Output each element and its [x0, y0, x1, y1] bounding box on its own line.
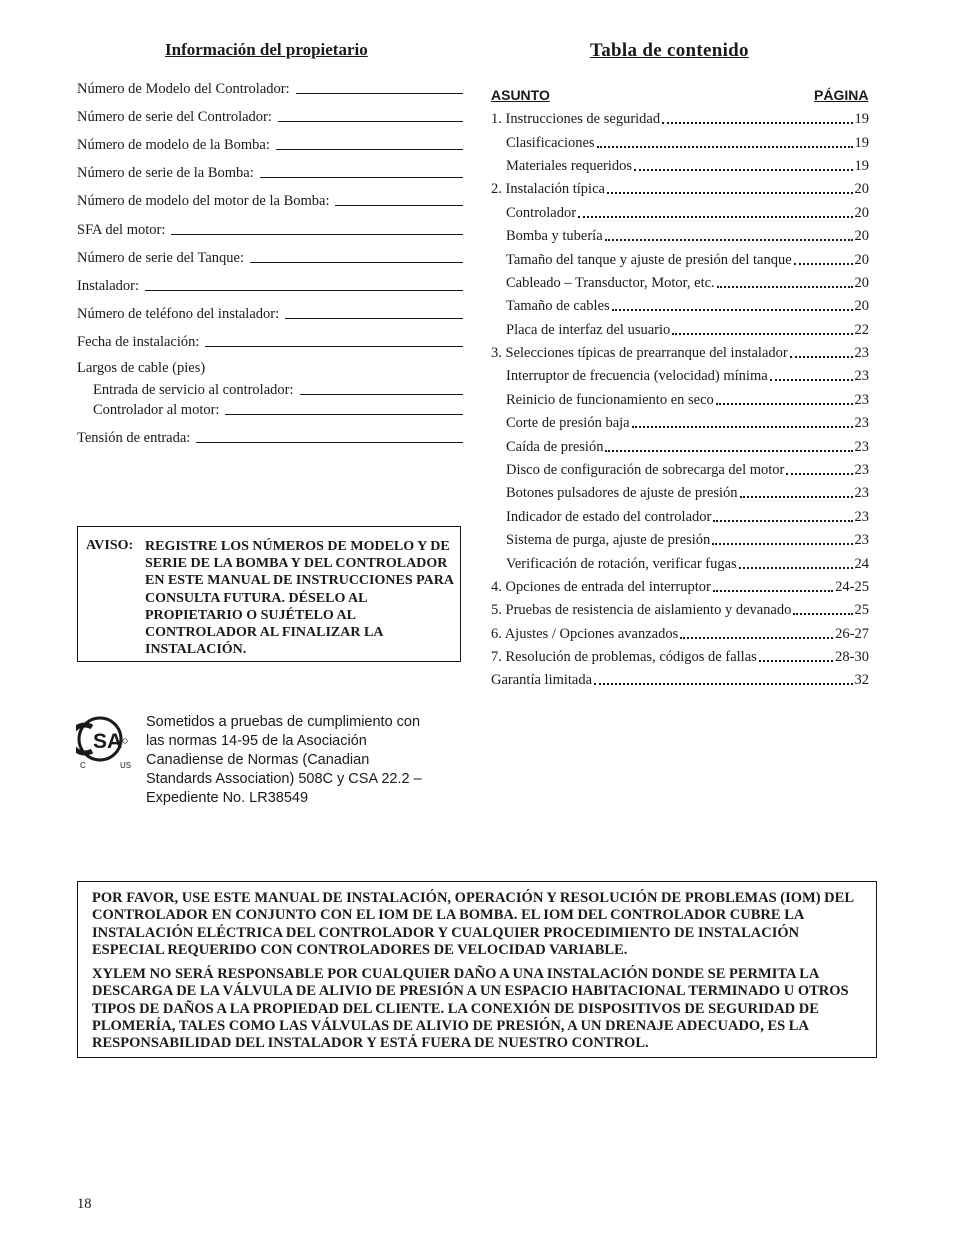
- toc-entry-title: Clasificaciones: [506, 135, 595, 151]
- toc-entry[interactable]: [506, 506, 869, 526]
- field-label: Número de serie de la Bomba:: [77, 165, 254, 181]
- toc-entry-title: Tamaño del tanque y ajuste de presión del tanque: [506, 252, 792, 268]
- toc-entry-title: Reinicio de funcionamiento en seco: [506, 392, 714, 408]
- toc-entry-title: Disco de configuración de sobrecarga del motor: [506, 462, 785, 478]
- fill-line: [260, 177, 463, 178]
- toc-entry-title: Controlador: [506, 205, 577, 221]
- toc-dot-leader: [634, 169, 852, 171]
- fill-line: [278, 121, 463, 122]
- toc-dot-leader: [672, 333, 852, 335]
- csa-certification-text: Sometidos a pruebas de cumplimiento con las normas 14-95 de la Asociación Canadiense de Normas (Canadian Standards Association) 508C y CSA 22.2 – Expediente No. LR38549: [146, 714, 422, 806]
- field-label: Tensión de entrada:: [77, 430, 191, 446]
- toc-entry-title: 7. Resolución de problemas, códigos de fallas: [491, 649, 757, 665]
- toc-entry[interactable]: [506, 482, 869, 502]
- toc-entry-page: 23: [854, 532, 869, 548]
- toc-dot-leader: [712, 543, 852, 545]
- field-label: Número de serie del Tanque:: [77, 250, 245, 266]
- toc-dot-leader: [717, 286, 853, 288]
- toc-entry-page: 32: [854, 672, 869, 688]
- toc-entry-page: 19: [854, 135, 869, 151]
- toc-dot-leader: [713, 520, 852, 522]
- toc-entry-title: Corte de presión baja: [506, 415, 630, 431]
- owner-field[interactable]: [77, 106, 463, 126]
- fill-line: [335, 205, 463, 206]
- toc-entry-page: 24: [854, 556, 869, 572]
- toc-entry-page: 19: [854, 158, 869, 174]
- toc-entry[interactable]: [506, 225, 869, 245]
- toc-entry-title: 3. Selecciones típicas de prearranque del instalador: [491, 345, 788, 361]
- owner-field[interactable]: [77, 303, 463, 323]
- toc-entry[interactable]: [506, 249, 869, 269]
- owner-field[interactable]: [77, 219, 463, 239]
- toc-entry[interactable]: [506, 202, 869, 222]
- toc-entry[interactable]: [506, 155, 869, 175]
- toc-entry[interactable]: [506, 553, 869, 573]
- toc-entry-page: 19: [854, 111, 869, 127]
- fill-line: [225, 414, 463, 415]
- owner-field[interactable]: [77, 190, 463, 210]
- fill-line: [285, 318, 463, 319]
- toc-entry-page: 20: [854, 275, 869, 291]
- fill-line: [296, 93, 463, 94]
- toc-entry[interactable]: [491, 108, 869, 128]
- toc-dot-leader: [740, 496, 853, 498]
- toc-dot-leader: [578, 216, 852, 218]
- toc-entry-page: 25: [854, 602, 869, 618]
- toc-dot-leader: [680, 637, 833, 639]
- toc-entry-page: 20: [854, 298, 869, 314]
- cable-field[interactable]: [93, 399, 463, 419]
- toc-dot-leader: [793, 613, 852, 615]
- toc-entry-title: Botones pulsadores de ajuste de presión: [506, 485, 738, 501]
- field-label: Número de Modelo del Controlador:: [77, 81, 290, 97]
- notice-text: REGISTRE LOS NÚMEROS DE MODELO Y DE SERIE DE LA BOMBA Y DEL CONTROLADOR EN ESTE MANUAL DE INSTRUCCIONES PARA CONSULTA FUTURA. DÉSELO AL PROPIETARIO O SUJÉTELO AL CONTROLADOR AL FINALIZAR LA INSTALACIÓN.: [145, 539, 454, 658]
- toc-entry-page: 26-27: [835, 626, 869, 642]
- toc-entry-page: 23: [854, 415, 869, 431]
- toc-entry-title: Tamaño de cables: [506, 298, 610, 314]
- toc-entry[interactable]: [491, 576, 869, 596]
- field-label: SFA del motor:: [77, 222, 166, 238]
- toc-dot-leader: [597, 146, 853, 148]
- field-label: Instalador:: [77, 278, 140, 294]
- notice-box: [77, 526, 461, 662]
- installation-notice-box: [77, 881, 877, 1058]
- toc-entry-title: Interruptor de frecuencia (velocidad) mínima: [506, 368, 768, 384]
- toc-entry[interactable]: [491, 669, 869, 689]
- toc-entry[interactable]: [506, 272, 869, 292]
- owner-field[interactable]: [77, 275, 463, 295]
- field-label: Fecha de instalación:: [77, 334, 200, 350]
- toc-entry[interactable]: [491, 178, 869, 198]
- toc-entry-page: 20: [854, 205, 869, 221]
- owner-info-title: Información del propietario: [165, 40, 368, 59]
- owner-field[interactable]: [77, 162, 463, 182]
- owner-field[interactable]: [77, 331, 463, 351]
- toc-col-page: PÁGINA: [814, 87, 869, 103]
- toc-entry[interactable]: [506, 319, 869, 339]
- csa-c-mark: C: [80, 761, 86, 769]
- toc-entry-page: 23: [854, 462, 869, 478]
- toc-entry[interactable]: [506, 132, 869, 152]
- toc-entry-page: 20: [854, 252, 869, 268]
- toc-entry-page: 23: [854, 368, 869, 384]
- toc-entry-title: Materiales requeridos: [506, 158, 633, 174]
- voltage-field[interactable]: [77, 427, 463, 447]
- toc-entry[interactable]: [506, 412, 869, 432]
- toc-dot-leader: [605, 450, 852, 452]
- toc-entry-page: 23: [854, 345, 869, 361]
- notice-tag: AVISO:: [86, 538, 134, 553]
- toc-dot-leader: [594, 683, 852, 685]
- csa-logo-icon: [76, 713, 132, 769]
- toc-entry[interactable]: [491, 646, 869, 666]
- fill-line: [196, 442, 463, 443]
- toc-dot-leader: [759, 660, 833, 662]
- toc-entry-title: Garantía limitada: [491, 672, 593, 688]
- toc-entry[interactable]: [506, 529, 869, 549]
- toc-dot-leader: [786, 473, 852, 475]
- toc-dot-leader: [662, 122, 852, 124]
- toc-entry-title: 4. Opciones de entrada del interruptor: [491, 579, 711, 595]
- page-number: 18: [77, 1196, 92, 1212]
- toc-entry-title: 2. Instalación típica: [491, 181, 605, 197]
- fill-line: [300, 394, 463, 395]
- toc-entry-page: 20: [854, 181, 869, 197]
- fill-line: [276, 149, 463, 150]
- toc-entry-title: Placa de interfaz del usuario: [506, 322, 671, 338]
- csa-logo-letters: SA: [93, 730, 123, 753]
- toc-dot-leader: [716, 403, 853, 405]
- fill-line: [250, 262, 463, 263]
- fill-line: [171, 234, 463, 235]
- toc-entry[interactable]: [491, 623, 869, 643]
- fill-line: [145, 290, 463, 291]
- toc-dot-leader: [770, 379, 853, 381]
- toc-dot-leader: [790, 356, 853, 358]
- owner-field[interactable]: [77, 247, 463, 267]
- toc-entry-title: Cableado – Transductor, Motor, etc.: [506, 275, 715, 291]
- toc-entry[interactable]: [506, 295, 869, 315]
- toc-entry[interactable]: [506, 459, 869, 479]
- cable-lengths-heading: Largos de cable (pies): [77, 360, 206, 376]
- field-label: Número de serie del Controlador:: [77, 109, 272, 125]
- notice-paragraph: XYLEM NO SERÁ RESPONSABLE POR CUALQUIER DAÑO A UNA INSTALACIÓN DONDE SE PERMITA LA DESCARGA DE LA VÁLVULA DE ALIVIO DE PRESIÓN A UN ESPACIO HABITACIONAL TERMINADO U OTROS TIPOS DE DAÑOS A LA PROPIEDAD DEL CLIENTE. LA CONEXIÓN DE DISPOSITIVOS DE SEGURIDAD DE PLOMERÍA, TALES COMO LAS VÁLVULAS DE ALIVIO DE PRESIÓN, A UN DRENAJE ADECUADO, ES LA RESPONSABILIDAD DEL INSTALADOR Y ESTÁ FUERA DE NUESTRO CONTROL.: [92, 966, 849, 1052]
- toc-entry[interactable]: [506, 436, 869, 456]
- field-label: Controlador al motor:: [93, 402, 220, 418]
- toc-dot-leader: [794, 263, 853, 265]
- toc-dot-leader: [605, 239, 853, 241]
- toc-entry-title: 6. Ajustes / Opciones avanzados: [491, 626, 679, 642]
- toc-entry-page: 23: [854, 439, 869, 455]
- cable-field[interactable]: [93, 379, 463, 399]
- toc-entry-page: 23: [854, 485, 869, 501]
- toc-entry[interactable]: [491, 599, 869, 619]
- toc-dot-leader: [713, 590, 833, 592]
- toc-title: Tabla de contenido: [590, 40, 749, 61]
- fill-line: [205, 346, 463, 347]
- toc-entry-page: 22: [854, 322, 869, 338]
- toc-entry[interactable]: [506, 365, 869, 385]
- field-label: Número de modelo del motor de la Bomba:: [77, 193, 330, 209]
- toc-entry-page: 23: [854, 509, 869, 525]
- toc-entry-title: Bomba y tubería: [506, 228, 603, 244]
- field-label: Entrada de servicio al controlador:: [93, 382, 294, 398]
- owner-field[interactable]: [77, 78, 463, 98]
- toc-entry-title: 1. Instrucciones de seguridad: [491, 111, 661, 127]
- field-label: Número de modelo de la Bomba:: [77, 137, 270, 153]
- toc-entry[interactable]: [491, 342, 869, 362]
- owner-field[interactable]: [77, 134, 463, 154]
- toc-entry-page: 24-25: [835, 579, 869, 595]
- toc-entry-page: 20: [854, 228, 869, 244]
- notice-paragraph: POR FAVOR, USE ESTE MANUAL DE INSTALACIÓN, OPERACIÓN Y RESOLUCIÓN DE PROBLEMAS (IOM) DEL CONTROLADOR EN CONJUNTO CON EL IOM DE LA BOMBA. EL IOM DEL CONTROLADOR CUBRE LA INSTALACIÓN ELÉCTRICA DEL CONTROLADOR Y CUALQUIER PROCEDIMIENTO DE INSTALACIÓN ESPECIAL REQUERIDO CON CONTROLADORES DE VELOCIDAD VARIABLE.: [92, 890, 854, 958]
- toc-entry-title: Indicador de estado del controlador: [506, 509, 712, 525]
- toc-entry-title: 5. Pruebas de resistencia de aislamiento y devanado: [491, 602, 792, 618]
- toc-dot-leader: [612, 309, 853, 311]
- toc-entry-title: Verificación de rotación, verificar fugas: [506, 556, 737, 572]
- toc-dot-leader: [607, 192, 853, 194]
- toc-entry[interactable]: [506, 389, 869, 409]
- toc-col-subject: ASUNTO: [491, 87, 550, 103]
- csa-us-mark: US: [120, 761, 132, 769]
- toc-entry-title: Sistema de purga, ajuste de presión: [506, 532, 711, 548]
- toc-dot-leader: [739, 567, 853, 569]
- toc-entry-page: 23: [854, 392, 869, 408]
- toc-entry-page: 28-30: [835, 649, 869, 665]
- toc-dot-leader: [632, 426, 853, 428]
- toc-entry-title: Caída de presión: [506, 439, 604, 455]
- field-label: Número de teléfono del instalador:: [77, 306, 280, 322]
